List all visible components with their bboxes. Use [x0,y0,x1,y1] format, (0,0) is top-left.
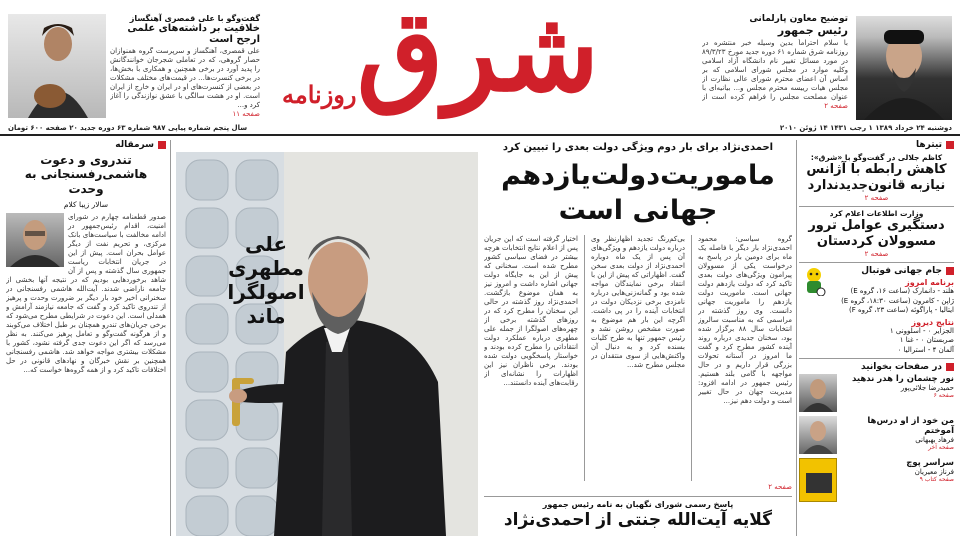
teaser-right-photo [856,16,952,120]
photo-caption-2: اصولگرا ماند [227,280,305,328]
result: الجزایر ۰ - اسلوونی ۱ [889,326,954,335]
teaser-left-headline[interactable]: خلاقیت بر داشته‌های علمی ارجح است [127,23,260,45]
main-col-2: بی‌کم‌رنگ تجدید اظهارنظر وی درباره دولت یازدهم و ویژگی‌های آن پس از یک ماه دوباره احمدی‌نژاد از دولت بعدی سخن گفت. اظهاراتی که پیش از این با انتقاد برخی نمایندگان مواجه شده بود و گمانه‌زنی‌هایی درباره نامزدی برخی نزدیکان دولت در انتخابات آینده را در پی داشت. اگرچه این بار هم موضوع به صورت مشخص روشن نشد و رئیس جمهور تنها به طرح کلیات بسنده کرد و به دنبال آن واکنش‌هایی از سوی منتقدان در مجلس مطرح شد... [591,235,685,369]
main-columns [484,235,792,481]
issue-line: سال پنجم شماره پیاپی ۹۸۷ شماره ۶۳ دوره جدید ۲۰ صفحه ۶۰۰ تومان [8,124,248,132]
main-col-3: اختیار گرفته است که این جریان پس از اعلام نتایج انتخابات هرچه بیشتر در فضای سیاسی کشور مطرح شده است. سخنانی که پیش از این به جایگاه دولت جهانی اشاره داشت و امروز نیز به همان موضوع بازگشت. احمدی‌نژاد روز گذشته در حالی این سخنان را مطرح کرد که در روزهای گذشته برخی از چهره‌های اصولگرا از جمله علی مطهری درباره عملکرد دولت انتقاداتی را مطرح کرده بودند و خواستار پاسخگویی دولت شده بودند. برخی ناظران نیز این اظهارات را نشانه‌ای از رقابت‌های آینده دانستند... [484,235,578,387]
editorial-author-photo [6,213,64,267]
photo-caption [206,232,326,328]
today-label: برنامه امروز [905,278,954,287]
main-headline-2[interactable]: جهانی است [558,195,718,226]
main-page-ref: صفحه ۲ [768,483,792,491]
editorial-body: صدور قطعنامه چهارم در شورای امنیت، اقدام رئیس‌جمهور در ادامه مخالفت با سیاست‌های بانک مرکزی، و تحریم نفت از دیگر عوامل بحران است. پیش از این در جریان انتخابات ریاست جمهوری سال گذشته و پس از آن شاهد برخوردهایی بودیم که در نتیجه آنها بخشی از جامعه ناراضی شدند. آیت‌الله هاشمی رفسنجانی در سخنرانی اخیر خود بار دیگر بر ضرورت وحدت و پرهیز از تندروی تاکید کرد و گفت که جامعه نیازمند آرامش و همدلی است. این دعوت در شرایطی مطرح می‌شود که برخی جریان‌های تندرو همچنان بر طبل اختلاف می‌کوبند و از هرگونه گفت‌وگو و تعامل پرهیز می‌کنند. به نظر می‌رسد که اگر این دعوت جدی گرفته نشود، کشور با مشکلات بیشتری مواجه خواهد شد. هاشمی رفسنجانی همچنین بر نقش خبرگان و نهادهای قانونی در حل اختلافات تاکید کرد و از همه گروه‌ها خواست که... [6,213,166,374]
results [799,327,954,356]
teaser-right-page: صفحه ۲ [824,102,848,110]
column-divider [170,140,171,536]
teaser-right-kicker: توضیح معاون پارلمانی [749,14,848,24]
logo [262,0,694,124]
editorial[interactable] [6,140,166,536]
teaser-left-body: علی قمصری، آهنگساز و سرپرست گروه همنوازان حصار گروهی، که در تعاملی شجرجان خوانندگانش را پدید آورد در برخی همچنین و همکاری با بخش‌ها، در برخی کنسرت‌ها... در قیمت‌های مختلف مشکلات در بعضی از کنسرت‌های او در ایران و خارج از ایران است. او در هشت سالگی با عشق نوازندگی را آغاز کرد و... [110,47,260,109]
world-cup-box [799,266,954,355]
teaser-left[interactable] [110,14,260,118]
editorial-headline-2[interactable]: هاشمی‌رفسنجانی به وحدت [24,167,148,196]
inside-item[interactable]: من خود از او درس‌ها آموختم فرهاد بهبهانی صفحه آخر [799,416,954,456]
masthead-divider [0,134,960,136]
title-item-2[interactable]: وزارت اطلاعات اعلام کرد دستگیری عوامل ترور مسوولان کردستان صفحه ۲ [799,209,954,258]
column-divider [796,140,797,536]
editorial-author: سالار زیبا کلام [63,200,109,209]
door-photo [176,152,478,536]
main-kicker: احمدی‌نژاد برای بار دوم ویژگی دولت بعدی را تبیین کرد [502,142,774,153]
book-cover [799,458,837,502]
divider [584,235,585,481]
title-item-1[interactable]: کاظم جلالی در گفت‌وگو با «شرق»: کاهش رابطه با آژانس نیازبه قانون‌جدیدندارد صفحه ۲ [799,153,954,202]
titles-label: تیترها [799,140,954,150]
divider [799,358,954,359]
divider [484,496,792,497]
date-line: دوشنبه ۲۴ خرداد ۱۳۸۹ ۱ رجب ۱۴۳۱ ۱۴ ژوئن ۲۰۱۰ [779,124,952,132]
editorial-headline-1[interactable]: تندروی و دعوت [40,153,132,167]
bottom-kicker: پاسخ رسمی شورای نگهبان به نامه رئیس جمهور [542,500,734,509]
main-story[interactable] [484,142,792,494]
result: صربستان ۰ - غنا ۱ [899,336,954,344]
teaser-right-headline[interactable]: رئیس جمهور [777,24,848,37]
main-col-1: گروه سیاسی: محمود احمدی‌نژاد بار دیگر با فاصله یک ماه برای دومین بار در پاسخ به درخواست یکی از مسوولان پیرامون ویژگی‌های دولت بعدی تاکید کرد که دولت یازدهم دولت جهانی است. ماموریت دولت یازدهم را ماموریت جهانی دانست. وی روز گذشته در مراسمی که به مناسبت سالروز انتخابات سال ۸۸ برگزار شده بود، سخنان جدیدی درباره روند آینده کشور مطرح کرد و گفت ما امروز در آستانه تحولات بزرگی قرار داریم و در حال مواجهه با گامی بلند هستیم. رئیس جمهور در ادامه افزود: مدیریت جهان در حال تغییر است و دولت دهم نیز... [698,235,792,405]
bottom-story[interactable] [484,500,792,531]
person-icon [856,16,952,120]
world-cup-label: جام جهانی فوتبال [799,266,954,276]
match: ایتالیا - پاراگوئه (ساعت ۲۳، گروه F) [848,306,954,314]
match: هلند - دانمارک (ساعت ۱۶، گروه E) [850,287,954,295]
divider [691,235,692,481]
bottom-headline[interactable]: گلایه آیت‌الله جنتی از احمدی‌نژاد [503,510,773,530]
match: ژاپن - کامرون (ساعت ۱۸:۳۰، گروه E) [841,296,954,305]
divider [799,206,954,207]
inside-item[interactable]: سراسر پوچ فرناز معیریان صفحه کتاب ۹ [799,458,954,498]
sidebar [799,140,954,536]
teaser-left-page: صفحه ۱۱ [232,110,260,118]
teaser-left-photo [8,14,106,118]
mascot-icon [801,266,827,296]
teaser-right-body: با سلام احتراماً بدین وسیله خبر منتشره در روزنامه شرق شماره ۶۱ دوره جدید مورخ ۸۹/۳/۲۳ در مورد مسائل تغییر نام دانشگاه آزاد اسلامی وکلیه موارد در مجلس شورای اسلامی که بر اساس آن اعضای محترم شورای عالی نظارت از مجلس هیات رییسه محترم مجلس و... بیانیه‌ای با عنوان مصلحت مجلس را فراهم کرده است از [702,39,848,101]
logo-word: شرق [356,0,600,117]
editorial-label: سرمقاله [6,140,166,150]
masthead [0,0,960,134]
teaser-left-kicker: گفت‌وگو با علی قمصری آهنگساز [129,14,260,23]
title-item-1-headline[interactable]: کاهش رابطه با آژانس نیازبه قانون‌جدیدندارد [806,162,947,193]
author-photo [799,374,837,412]
photo-story[interactable] [176,152,478,536]
author-photo [799,416,837,454]
results-label: نتایج دیروز [911,317,954,327]
main-headline-1[interactable]: ماموریت‌دولت‌یازدهم [501,160,775,191]
title-item-2-headline[interactable]: دستگیری عوامل ترور مسوولان کردستان [808,218,945,249]
musician-icon [8,14,106,118]
teaser-right[interactable] [702,14,848,110]
result: آلمان ۴ - استرالیا ۰ [897,345,954,354]
logo-sub: روزنامه [282,80,357,109]
photo-caption-1: علی مطهری [228,232,304,280]
pages-inside-label: در صفحات بخوانید [799,362,954,372]
divider [799,262,954,263]
inside-item[interactable]: نور چشمان را هدر ندهید حمیدرضا جلائی‌پور صفحه ۶ [799,374,954,414]
